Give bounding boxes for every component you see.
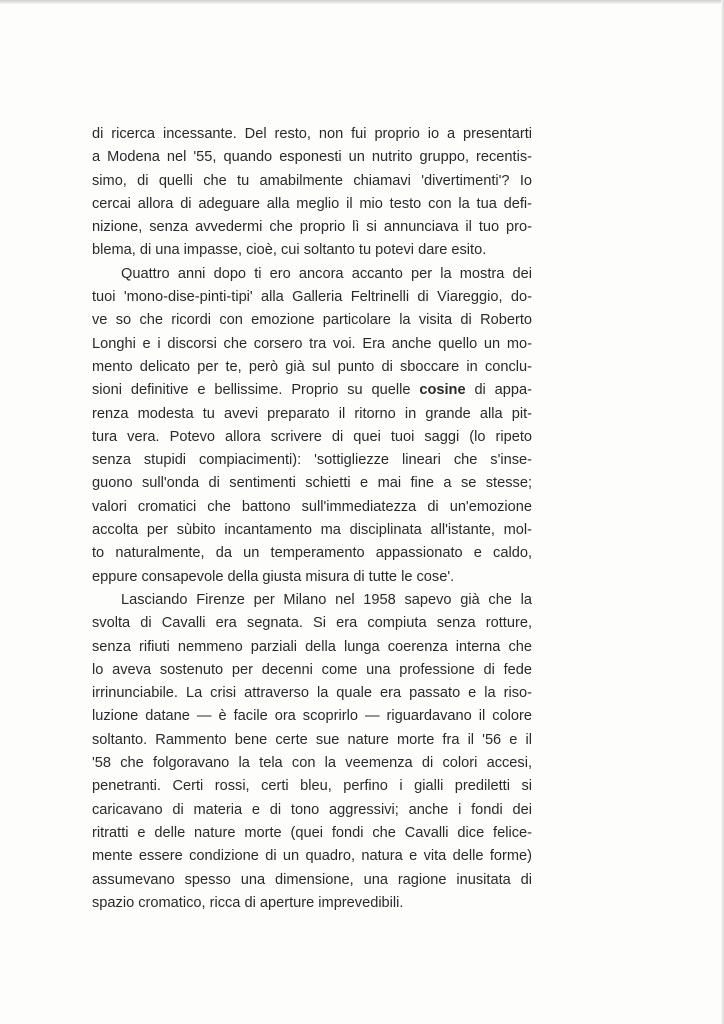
body-text — [92, 123, 532, 915]
text-line: ve so che ricordi con emozione particolare la visita di Roberto — [92, 312, 532, 329]
text-line: irrinunciabile. La crisi attraverso la quale era passato e la riso- — [92, 685, 532, 702]
text-line: ritratti e delle nature morte (quei fondi che Cavalli dice felice- — [92, 824, 532, 841]
text-line: soltanto. Rammento bene certe sue nature morte fra il '56 e il — [92, 731, 532, 748]
text-line: assumevano spesso una dimensione, una ragione inusitata di — [92, 871, 532, 888]
text-line: to naturalmente, da un temperamento appassionato e caldo, — [92, 545, 532, 562]
text-line: nizione, senza avvedermi che proprio lì si annunciava il tuo pro- — [92, 219, 532, 236]
text-segment: di appa- — [465, 382, 532, 399]
text-line: Lasciando Firenze per Milano nel 1958 sapevo già che la — [121, 591, 532, 608]
text-line: Quattro anni dopo ti ero ancora accanto per la mostra dei — [121, 265, 532, 282]
text-line: senza rifiuti nemmeno parziali della lunga coerenza interna che — [92, 638, 532, 655]
text-line: lo aveva sostenuto per decenni come una professione di fede — [92, 661, 532, 678]
text-line: svolta di Cavalli era segnata. Si era compiuta senza rotture, — [92, 615, 532, 632]
text-line: cercai allora di adeguare alla meglio il mio testo con la tua defi- — [92, 195, 532, 212]
page-top-edge — [0, 0, 724, 4]
text-line: valori cromatici che battono sull'immediatezza di un'emozione — [92, 498, 532, 515]
text-line: renza modesta tu avevi preparato il ritorno in grande alla pit- — [92, 405, 532, 422]
paragraph-3 — [92, 589, 532, 915]
text-line: guono sull'onda di sentimenti schietti e mai fine a se stesse; — [92, 475, 532, 492]
text-line: eppure consapevole della giusta misura di tutte le cose'. — [92, 568, 455, 585]
text-line: blema, di una impasse, cioè, cui soltanto tu potevi dare esito. — [92, 242, 487, 259]
bold-word: cosine — [419, 382, 466, 399]
text-segment: sioni definitive e bellissime. Proprio su quelle — [92, 382, 420, 399]
text-line: penetranti. Certi rossi, certi bleu, perfino i gialli prediletti si — [92, 778, 532, 795]
text-line: di ricerca incessante. Del resto, non fui proprio io a presentarti — [92, 126, 532, 142]
text-line: tura vera. Potevo allora scrivere di quei tuoi saggi (lo ripeto — [92, 428, 532, 445]
text-line: simo, di quelli che tu amabilmente chiamavi 'divertimenti'? Io — [92, 172, 532, 189]
text-line: Longhi e i discorsi che corsero tra voi. Era anche quello un mo- — [92, 335, 532, 352]
text-line: '58 che folgoravano la tela con la veemenza di colori accesi, — [92, 755, 532, 772]
text-line: tuoi 'mono-dise-pinti-tipi' alla Galleria Feltrinelli di Viareggio, do- — [92, 289, 532, 306]
paragraph-2 — [92, 263, 532, 589]
text-line: mente essere condizione di un quadro, natura e vita delle forme) — [92, 848, 532, 865]
text-line: luzione datane — è facile ora scoprirlo — riguardavano il colore — [92, 708, 532, 725]
paragraph-1 — [92, 123, 532, 263]
text-line: a Modena nel '55, quando esponesti un nutrito gruppo, recentis- — [92, 149, 532, 166]
text-line: spazio cromatico, ricca di aperture imprevedibili. — [92, 894, 404, 911]
text-line: senza stupidi compiacimenti): 'sottigliezze lineari che s'inse- — [92, 452, 532, 469]
text-line: mento delicato per te, però già sul punto di sboccare in conclu- — [92, 358, 532, 375]
text-line: accolta per sùbito incantamento ma disciplinata all'istante, mol- — [92, 522, 532, 539]
text-line: caricavano di materia e di tono aggressivi; anche i fondi dei — [92, 801, 532, 818]
text-line-with-bold — [92, 379, 532, 402]
